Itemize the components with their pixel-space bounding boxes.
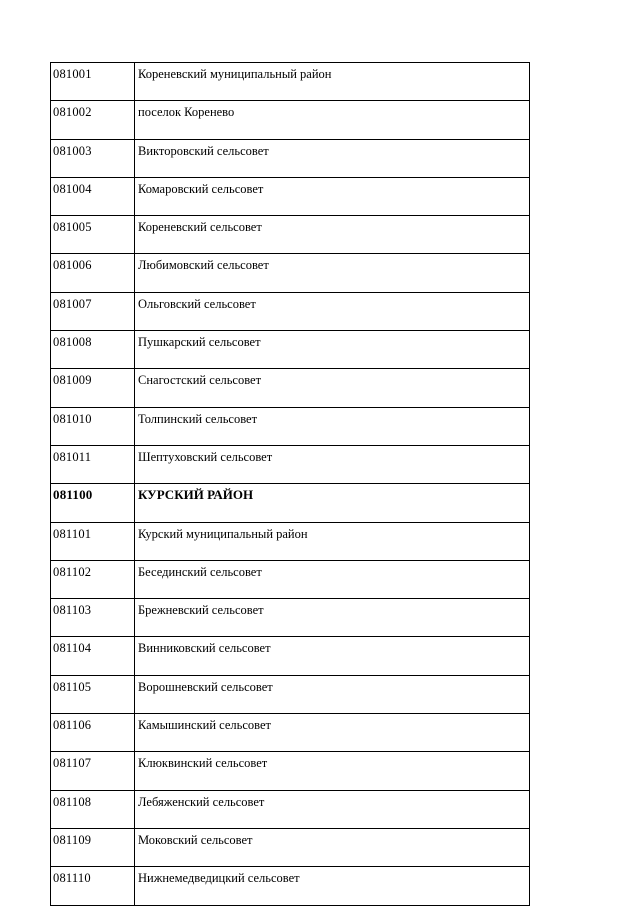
code-cell: 081107 (51, 752, 135, 790)
table-row (51, 522, 530, 560)
table-row (51, 484, 530, 522)
table-row (51, 790, 530, 828)
table-row (51, 714, 530, 752)
table-row (51, 216, 530, 254)
table-row (51, 637, 530, 675)
name-cell: Снагостский сельсовет (135, 369, 530, 407)
name-cell: Викторовский сельсовет (135, 139, 530, 177)
table-body (51, 63, 530, 906)
table-row (51, 867, 530, 905)
code-cell: 081009 (51, 369, 135, 407)
code-cell: 081106 (51, 714, 135, 752)
territory-code-table (50, 62, 530, 906)
code-cell: 081001 (51, 63, 135, 101)
name-cell: Кореневский сельсовет (135, 216, 530, 254)
name-cell: Ворошневский сельсовет (135, 675, 530, 713)
name-cell: Ольговский сельсовет (135, 292, 530, 330)
code-cell: 081110 (51, 867, 135, 905)
table-row (51, 407, 530, 445)
code-cell: 081007 (51, 292, 135, 330)
name-cell: Любимовский сельсовет (135, 254, 530, 292)
code-cell: 081006 (51, 254, 135, 292)
code-cell: 081105 (51, 675, 135, 713)
table-row (51, 369, 530, 407)
name-cell: Моковский сельсовет (135, 828, 530, 866)
name-cell: Винниковский сельсовет (135, 637, 530, 675)
name-cell: Брежневский сельсовет (135, 599, 530, 637)
name-cell: Шептуховский сельсовет (135, 445, 530, 483)
table-row (51, 177, 530, 215)
code-cell: 081100 (51, 484, 135, 522)
table-row (51, 828, 530, 866)
table-row (51, 331, 530, 369)
code-cell: 081010 (51, 407, 135, 445)
name-cell: Комаровский сельсовет (135, 177, 530, 215)
table-row (51, 139, 530, 177)
name-cell: Лебяженский сельсовет (135, 790, 530, 828)
name-cell: Курский муниципальный район (135, 522, 530, 560)
code-cell: 081104 (51, 637, 135, 675)
name-cell: Толпинский сельсовет (135, 407, 530, 445)
table-row (51, 752, 530, 790)
table-row (51, 292, 530, 330)
code-cell: 081002 (51, 101, 135, 139)
table-row (51, 560, 530, 598)
table-row (51, 63, 530, 101)
code-cell: 081103 (51, 599, 135, 637)
table-row (51, 599, 530, 637)
code-cell: 081004 (51, 177, 135, 215)
table-row (51, 675, 530, 713)
code-cell: 081108 (51, 790, 135, 828)
table-row (51, 445, 530, 483)
name-cell: Кореневский муниципальный район (135, 63, 530, 101)
name-cell: Нижнемедведицкий сельсовет (135, 867, 530, 905)
name-cell: Камышинский сельсовет (135, 714, 530, 752)
name-cell: Клюквинский сельсовет (135, 752, 530, 790)
code-cell: 081005 (51, 216, 135, 254)
table-row (51, 101, 530, 139)
name-cell: КУРСКИЙ РАЙОН (135, 484, 530, 522)
table-row (51, 254, 530, 292)
code-cell: 081101 (51, 522, 135, 560)
code-cell: 081109 (51, 828, 135, 866)
code-cell: 081003 (51, 139, 135, 177)
code-cell: 081102 (51, 560, 135, 598)
code-cell: 081011 (51, 445, 135, 483)
name-cell: поселок Коренево (135, 101, 530, 139)
name-cell: Бесединский сельсовет (135, 560, 530, 598)
name-cell: Пушкарский сельсовет (135, 331, 530, 369)
code-cell: 081008 (51, 331, 135, 369)
